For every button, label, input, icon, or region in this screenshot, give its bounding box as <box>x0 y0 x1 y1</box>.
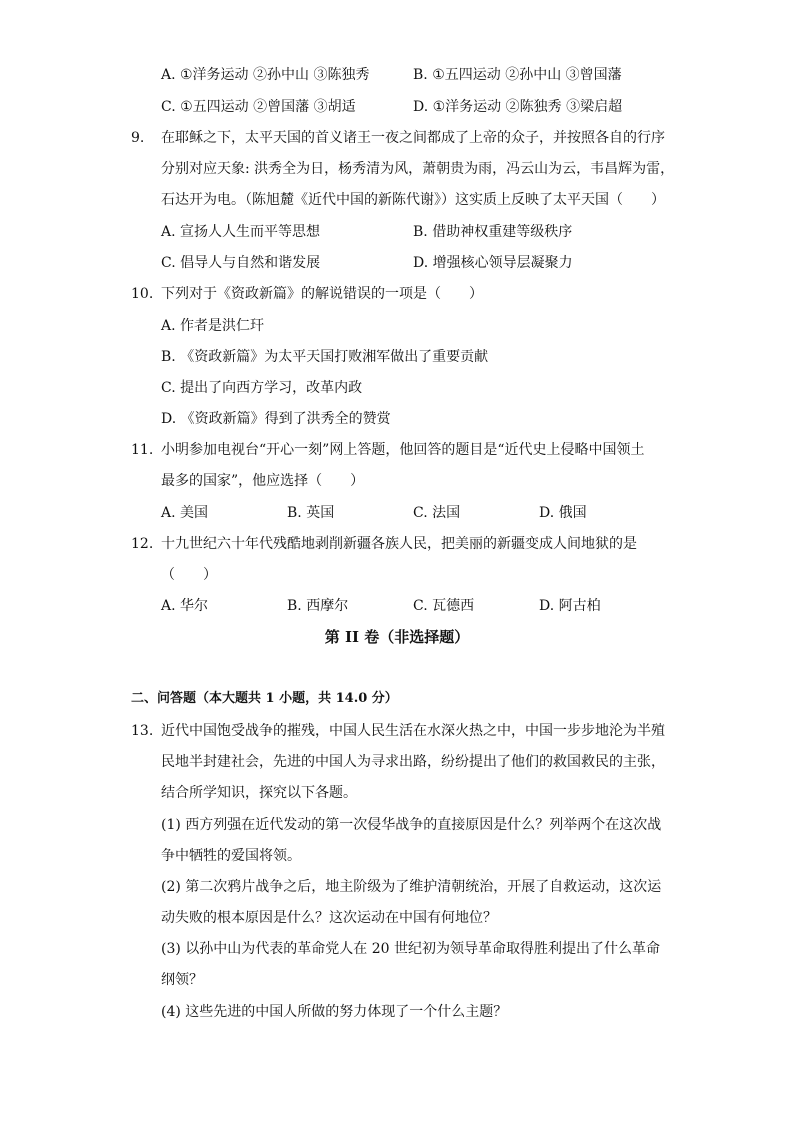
q11-option-b[interactable]: B. 英国 <box>287 505 335 521</box>
q8-option-a[interactable]: A. ①洋务运动 ②孙中山 ③陈独秀 <box>161 67 370 83</box>
part2-heading: 二、问答题（本大题共 1 小题，共 14.0 分） <box>131 691 398 706</box>
q12-option-c[interactable]: C. 瓦德西 <box>413 598 475 614</box>
q12-option-d[interactable]: D. 阿古柏 <box>539 598 601 614</box>
q10-text: 下列对于《资政新篇》的解说错误的一项是（ ） <box>161 286 483 302</box>
q13-sub-3-line-1: (3) 以孙中山为代表的革命党人在 20 世纪初为领导革命取得胜利提出了什么革命 <box>161 941 660 957</box>
q11-option-d[interactable]: D. 俄国 <box>539 505 587 521</box>
q13-text-line-3: 结合所学知识，探究以下各题。 <box>161 785 357 801</box>
q10-option-d[interactable]: D. 《资政新篇》得到了洪秀全的赞赏 <box>161 411 391 427</box>
q10-number: 10. <box>131 286 154 302</box>
q9-option-b[interactable]: B. 借助神权重建等级秩序 <box>413 224 573 240</box>
q8-option-c[interactable]: C. ①五四运动 ②曾国藩 ③胡适 <box>161 99 356 115</box>
q12-option-a[interactable]: A. 华尔 <box>161 598 209 614</box>
q10-option-a[interactable]: A. 作者是洪仁玕 <box>161 318 265 334</box>
section-title: 第 II 卷（非选择题） <box>324 628 470 646</box>
q12-text-line-2: （ ） <box>161 567 217 583</box>
q13-text-line-2: 民地半封建社会，先进的中国人为寻求出路，纷纷提出了他们的救国救民的主张， <box>161 754 665 770</box>
q13-sub-2-line-1: (2) 第二次鸦片战争之后，地主阶级为了维护清朝统治，开展了自救运动，这次运 <box>161 879 662 895</box>
q9-option-d[interactable]: D. 增强核心领导层凝聚力 <box>413 255 573 271</box>
q9-text-line-1: 在耶稣之下，太平天国的首义诸王一夜之间都成了上帝的众子，并按照各自的行序 <box>161 130 665 146</box>
q9-text-line-2: 分别对应天象: 洪秀全为日，杨秀清为风，萧朝贵为雨，冯云山为云，韦昌辉为雷， <box>161 161 675 177</box>
q13-number: 13. <box>131 723 154 739</box>
q13-sub-4: (4) 这些先进的中国人所做的努力体现了一个什么主题？ <box>161 1004 508 1020</box>
q13-sub-3-line-2: 纲领？ <box>161 972 203 988</box>
q11-text-line-2: 最多的国家”，他应选择（ ） <box>161 473 365 489</box>
q10-option-b[interactable]: B. 《资政新篇》为太平天国打败湘军做出了重要贡献 <box>161 349 489 365</box>
q9-option-c[interactable]: C. 倡导人与自然和谐发展 <box>161 255 321 271</box>
q10-option-c[interactable]: C. 提出了向西方学习，改革内政 <box>161 380 363 396</box>
q8-option-b[interactable]: B. ①五四运动 ②孙中山 ③曾国藩 <box>413 67 622 83</box>
q12-number: 12. <box>131 536 154 552</box>
q13-text-line-1: 近代中国饱受战争的摧残，中国人民生活在水深火热之中，中国一步步地沦为半殖 <box>161 723 665 739</box>
q9-number: 9. <box>131 130 145 146</box>
q12-option-b[interactable]: B. 西摩尔 <box>287 598 349 614</box>
q11-option-a[interactable]: A. 美国 <box>161 505 209 521</box>
q13-sub-2-line-2: 动失败的根本原因是什么？这次运动在中国有何地位？ <box>161 910 497 926</box>
q8-option-d[interactable]: D. ①洋务运动 ②陈独秀 ③梁启超 <box>413 99 623 115</box>
q13-sub-1-line-1: (1) 西方列强在近代发动的第一次侵华战争的直接原因是什么？列举两个在这次战 <box>161 817 662 833</box>
q11-text-line-1: 小明参加电视台“开心一刻”网上答题，他回答的题目是“近代史上侵略中国领土 <box>161 442 645 458</box>
q9-option-a[interactable]: A. 宣扬人人生而平等思想 <box>161 224 321 240</box>
q9-text-line-3: 石达开为电。（陈旭麓《近代中国的新陈代谢》）这实质上反映了太平天国（ ） <box>161 192 665 208</box>
q11-number: 11. <box>131 442 154 458</box>
q11-option-c[interactable]: C. 法国 <box>413 505 461 521</box>
q12-text-line-1: 十九世纪六十年代残酷地剥削新疆各族人民，把美丽的新疆变成人间地狱的是 <box>161 536 637 552</box>
q13-sub-1-line-2: 争中牺牲的爱国将领。 <box>161 848 301 864</box>
